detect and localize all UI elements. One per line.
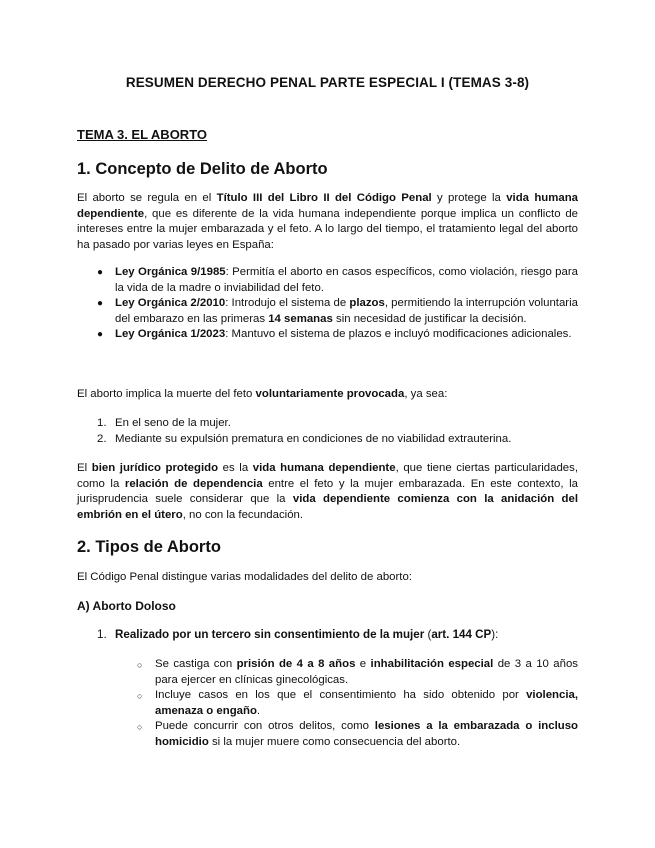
circle-bullet-icon: ○ — [137, 722, 143, 733]
text-run: , que tiene ciertas particularidades, como la — [77, 462, 579, 490]
bold-run: Realizado por un tercero sin consentimiento de la mujer — [115, 628, 425, 641]
text-run: y protege la — [431, 192, 507, 204]
list-item — [97, 432, 578, 448]
text-run: El aborto implica la muerte del feto — [77, 388, 256, 400]
text-run: , permitiendo la interrupción voluntaria del embarazo en las primeras — [115, 297, 578, 325]
bold-run: Ley Orgánica 1/2023 — [115, 328, 226, 341]
text-run: ( — [424, 628, 432, 641]
text-run: Incluye casos en los que el consentimiento ha sido obtenido por — [155, 689, 527, 702]
text-run: Puede concurrir con otros delitos, como — [155, 720, 375, 733]
bold-run: violencia, amenaza o engaño — [155, 689, 578, 717]
section-2-heading: 2. Tipos de Aborto — [77, 538, 221, 556]
text-run: de 3 a 10 años para ejercer en clínicas ginecológicas. — [155, 658, 578, 686]
list-number: 1. — [97, 417, 107, 429]
document-title: RESUMEN DERECHO PENAL PARTE ESPECIAL I (TEMAS 3-8) — [125, 75, 530, 90]
list-item — [97, 327, 578, 343]
section-1-heading: 1. Concepto de Delito de Aborto — [77, 160, 328, 178]
bien-juridico-paragraph — [77, 461, 578, 523]
list-number: 1. — [97, 628, 107, 641]
text-run: El — [77, 462, 92, 474]
bold-run: vida humana dependiente — [252, 462, 396, 474]
list-item — [137, 657, 578, 688]
text-run: El aborto se regula en el — [77, 192, 217, 204]
text-run: En el seno de la mujer. — [115, 417, 231, 429]
bold-run: plazos — [349, 297, 385, 310]
bold-run: vida humana dependiente — [77, 192, 578, 220]
text-run: e — [355, 658, 371, 670]
doloso-sublist — [137, 657, 578, 751]
list-item — [97, 265, 578, 296]
laws-list — [97, 265, 578, 343]
list-item — [137, 688, 578, 719]
text-run: , no con la fecundación. — [182, 508, 304, 521]
text-run: Se castiga con — [155, 658, 237, 670]
tipos-intro: El Código Penal distingue varias modalidades del delito de aborto: — [77, 571, 412, 583]
text-run: es la — [218, 462, 253, 474]
list-item — [97, 296, 578, 327]
list-item — [97, 416, 578, 432]
bullet-icon: ● — [97, 298, 104, 310]
bold-run: relación de dependencia — [124, 477, 263, 490]
circle-bullet-icon: ○ — [137, 660, 143, 670]
bold-run: Título III del Libro II del Código Penal — [216, 192, 432, 204]
text-run: ): — [491, 628, 499, 641]
bold-run: inhabilitación especial — [370, 658, 494, 670]
bold-run: voluntariamente provocada — [255, 388, 405, 400]
text-run: si la mujer muere como consecuencia del aborto. — [208, 735, 461, 748]
circle-bullet-icon: ○ — [137, 691, 143, 702]
aborto-doloso-heading: A) Aborto Doloso — [77, 599, 176, 613]
text-run: : Mantuvo el sistema de plazos e incluyó modificaciones adicionales. — [225, 328, 572, 341]
list-item — [137, 719, 578, 750]
doloso-list — [97, 627, 578, 643]
text-run: : Introdujo el sistema de — [225, 297, 350, 310]
text-run: : Permitía el aborto en casos específicos, como violación, riesgo para la vida de la madre o inviabilidad del feto. — [115, 266, 578, 294]
bold-run: art. 144 CP — [431, 628, 492, 641]
bold-run: lesiones a la embarazada o incluso homicidio — [155, 720, 578, 748]
bold-run: Ley Orgánica 2/2010 — [115, 297, 226, 310]
text-run: entre el feto y la mujer embarazada. En este contexto, la jurisprudencia suele considerar que la — [77, 477, 578, 506]
muerte-paragraph — [77, 387, 578, 403]
bullet-icon: ● — [97, 329, 104, 341]
bold-run: bien jurídico protegido — [91, 462, 219, 474]
bold-run: prisión de 4 a 8 años — [236, 658, 356, 670]
bullet-icon: ● — [97, 267, 104, 278]
bold-run: Ley Orgánica 9/1985 — [115, 266, 226, 278]
text-run: sin necesidad de justificar la decisión. — [332, 312, 527, 325]
ways-list — [97, 416, 578, 447]
list-number: 2. — [97, 432, 107, 445]
text-run: , que es diferente de la vida humana independiente porque implica un conflicto de intereses entre la mujer embarazada y el feto. A lo largo del tiempo, el tratamiento legal del aborto ha pasado por varias leyes en España: — [77, 207, 578, 251]
text-run: , ya sea: — [404, 388, 448, 400]
bold-run: vida dependiente comienza con la anidación del embrión en el útero — [77, 493, 578, 521]
list-item — [97, 627, 578, 643]
concepto-paragraph — [77, 191, 578, 253]
tema-heading: TEMA 3. EL ABORTO — [77, 127, 208, 142]
text-run: . — [256, 704, 261, 717]
bold-run: 14 semanas — [268, 312, 333, 325]
text-run: Mediante su expulsión prematura en condiciones de no viabilidad extrauterina. — [115, 432, 512, 445]
